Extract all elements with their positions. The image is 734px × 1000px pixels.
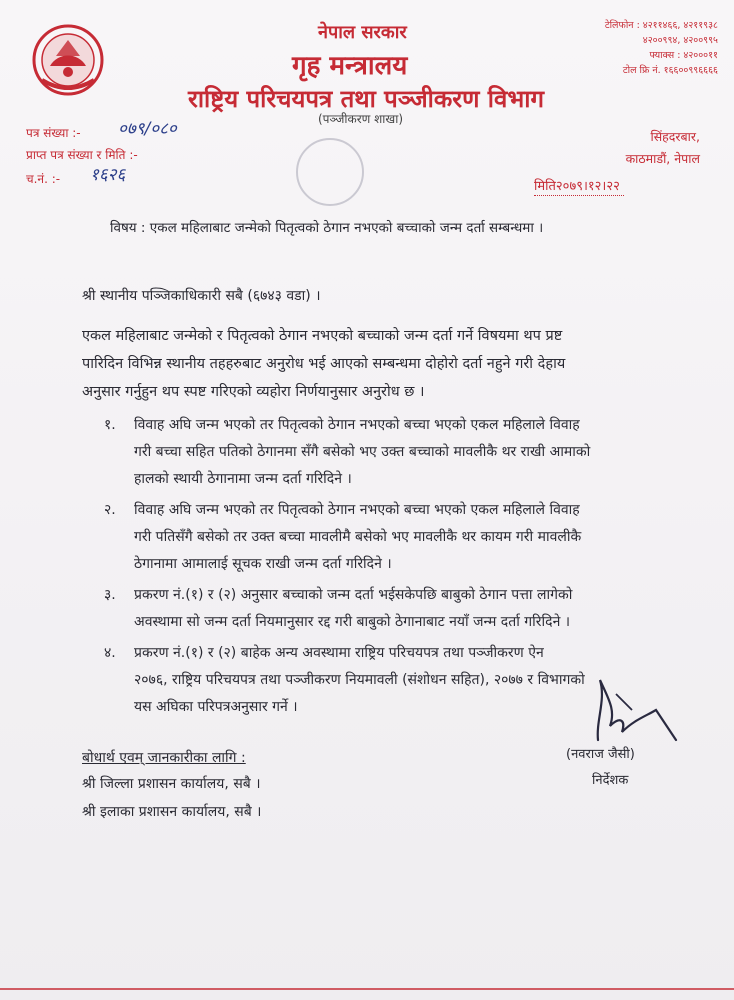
contact-tollfree: टोल फ्रि नं. १६६००९९६६६६ (622, 65, 718, 76)
dispatch-number-value: १६२६ (90, 165, 126, 185)
received-letter-label: प्राप्त पत्र संख्या र मिति :- (26, 148, 138, 162)
faded-stamp-icon (296, 138, 364, 206)
letter-recipient: श्री स्थानीय पञ्जिकाधिकारी सबै (६७४३ वडा) । (82, 288, 321, 304)
point-line: गरी बच्चा सहित पतिको ठेगानमा सँगै बसेको भए उक्त बच्चाको मावलीकै थर राखी आमाको (134, 444, 591, 460)
point-line: हालको स्थायी ठेगानामा जन्म दर्ता गरिदिने । (134, 471, 352, 487)
signer-name: (नवराज जैसी) (566, 747, 635, 762)
point-number: २. (104, 502, 116, 518)
point-line: २०७६, राष्ट्रिय परिचयपत्र तथा पञ्जीकरण नियमावली (संशोधन सहित), २०७७ र विभागको (134, 672, 585, 688)
contact-phone: टेलिफोन : ४२११४६६, ४२११९३८ (604, 20, 718, 31)
cc-recipient: श्री जिल्ला प्रशासन कार्यालय, सबै । (82, 776, 261, 792)
handwritten-signature-icon (586, 670, 686, 750)
department-name: राष्ट्रिय परिचयपत्र तथा पञ्जीकरण विभाग (188, 85, 544, 113)
address-line-2: काठमाडौं, नेपाल (625, 151, 700, 166)
point-number: ३. (104, 587, 116, 603)
point-line: गरी पतिसँगै बसेको तर उक्त बच्चा मावलीमै बसेको भए मावलीकै थर कायम गरी मावलीकै (134, 529, 582, 545)
letter-date: मिति२०७९।१२।२२ (534, 176, 624, 196)
letter-subject: विषय : एकल महिलाबाट जन्मेको पितृत्वको ठेगान नभएको बच्चाको जन्म दर्ता सम्बन्धमा । (110, 220, 544, 236)
address-line-1: सिंहदरबार, (650, 129, 700, 144)
point-item (104, 497, 694, 578)
letter-body (82, 322, 668, 406)
contact-fax: फ्याक्स : ४२०००११ (649, 50, 718, 61)
body-line: अनुसार गर्नुहुन थप स्पष्ट गरिएको व्यहोरा निर्णयानुसार अनुरोध छ । (82, 384, 425, 400)
contact-phone-extra: ४२००९९४, ४२००९९५ (642, 35, 718, 46)
point-item (104, 412, 694, 493)
office-address (626, 126, 700, 170)
cc-recipient: श्री इलाका प्रशासन कार्यालय, सबै । (82, 804, 262, 820)
letter-number-label: पत्र संख्या :- (26, 126, 81, 140)
point-line: प्रकरण नं.(१) र (२) अनुसार बच्चाको जन्म दर्ता भईसकेपछि बाबुको ठेगान पत्ता लागेको (134, 587, 573, 603)
point-line: अवस्थामा सो जन्म दर्ता नियमानुसार रद्द गरी बाबुको ठेगानाबाट नयाँ जन्म दर्ता गरिदिने । (134, 614, 571, 630)
contact-block (552, 18, 718, 78)
point-item (104, 582, 694, 636)
point-line: विवाह अघि जन्म भएको तर पितृत्वको ठेगान नभएको बच्चा भएको एकल महिलाले विवाह (134, 417, 580, 433)
letter-number-value: ०७९/०८० (118, 119, 177, 139)
section-name: (पञ्जीकरण शाखा) (318, 112, 403, 126)
dispatch-number-label: च.नं. :- (26, 172, 61, 186)
point-line: प्रकरण नं.(१) र (२) बाहेक अन्य अवस्थामा राष्ट्रिय परिचयपत्र तथा पञ्जीकरण ऐन (134, 645, 544, 661)
cc-heading: बोधार्थ एवम् जानकारीका लागि : (82, 750, 246, 766)
ministry-name: गृह मन्त्रालय (292, 51, 408, 81)
signer-title: निर्देशक (592, 773, 629, 788)
point-number: १. (104, 417, 116, 433)
point-line: यस अघिका परिपत्रअनुसार गर्ने । (134, 699, 298, 715)
body-line: पारिदिन विभिन्न स्थानीय तहहरुबाट अनुरोध भई आएको सम्बन्धमा दोहोरो दर्ता नहुने गरी देहाय (82, 356, 566, 372)
body-line: एकल महिलाबाट जन्मेको र पितृत्वको ठेगान नभएको बच्चाको जन्म दर्ता गर्ने विषयमा थप प्रष्ट (82, 328, 563, 344)
footer-divider (0, 988, 734, 990)
nepal-government-emblem-icon (28, 22, 108, 98)
point-line: विवाह अघि जन्म भएको तर पितृत्वको ठेगान नभएको बच्चा भएको एकल महिलाले विवाह (134, 502, 580, 518)
point-line: ठेगानामा आमालाई सूचक राखी जन्म दर्ता गरिदिने । (134, 556, 392, 572)
point-number: ४. (104, 645, 116, 661)
government-name: नेपाल सरकार (318, 22, 407, 43)
